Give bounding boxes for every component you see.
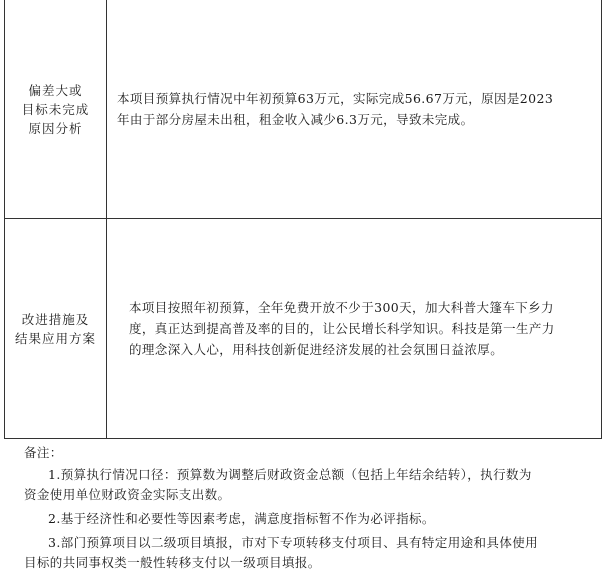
row-content-cell [107, 0, 601, 218]
notes-section [24, 443, 594, 577]
row-label-cell [5, 0, 107, 218]
note-item-1: 1.预算执行情况口径：预算数为调整后财政资金总额（包括上年结余结转），执行数为 资金使用单位财政资金实际支出数。 [24, 467, 532, 502]
deviation-analysis-label: 偏差大或 目标未完成 原因分析 [21, 82, 90, 136]
note-item-2: 2.基于经济性和必要性等因素考虑，满意度指标暂不作为必评指标。 [48, 511, 435, 526]
improvement-plan-text: 本项目按照年初预算，全年免费开放不少于300天，加大科普大篷车下乡力 度，真正达到提高普及率的目的，让公民增长科学知识。科技是第一生产力 的理念深入人心，用科技创新促进经济发展的社会氛围日益浓厚。 [129, 300, 555, 357]
row-content-cell [107, 219, 601, 438]
note-item-3: 3.部门预算项目以二级项目填报，市对下专项转移支付项目、具有特定用途和具体使用 目标的共同事权类一般性转移支付以一级项目填报。 [24, 535, 539, 570]
improvement-plan-label: 改进措施及 结果应用方案 [14, 311, 96, 346]
table-row-improvement-plan [5, 219, 601, 438]
notes-title: 备注： [24, 445, 63, 460]
table-row-deviation-analysis [5, 0, 601, 219]
deviation-analysis-text: 本项目预算执行情况中年初预算63万元，实际完成56.67万元，原因是2023 年由于部分房屋未出租，租金收入减少6.3万元，导致未完成。 [117, 91, 554, 127]
row-label-cell [5, 219, 107, 438]
evaluation-table [4, 0, 602, 439]
